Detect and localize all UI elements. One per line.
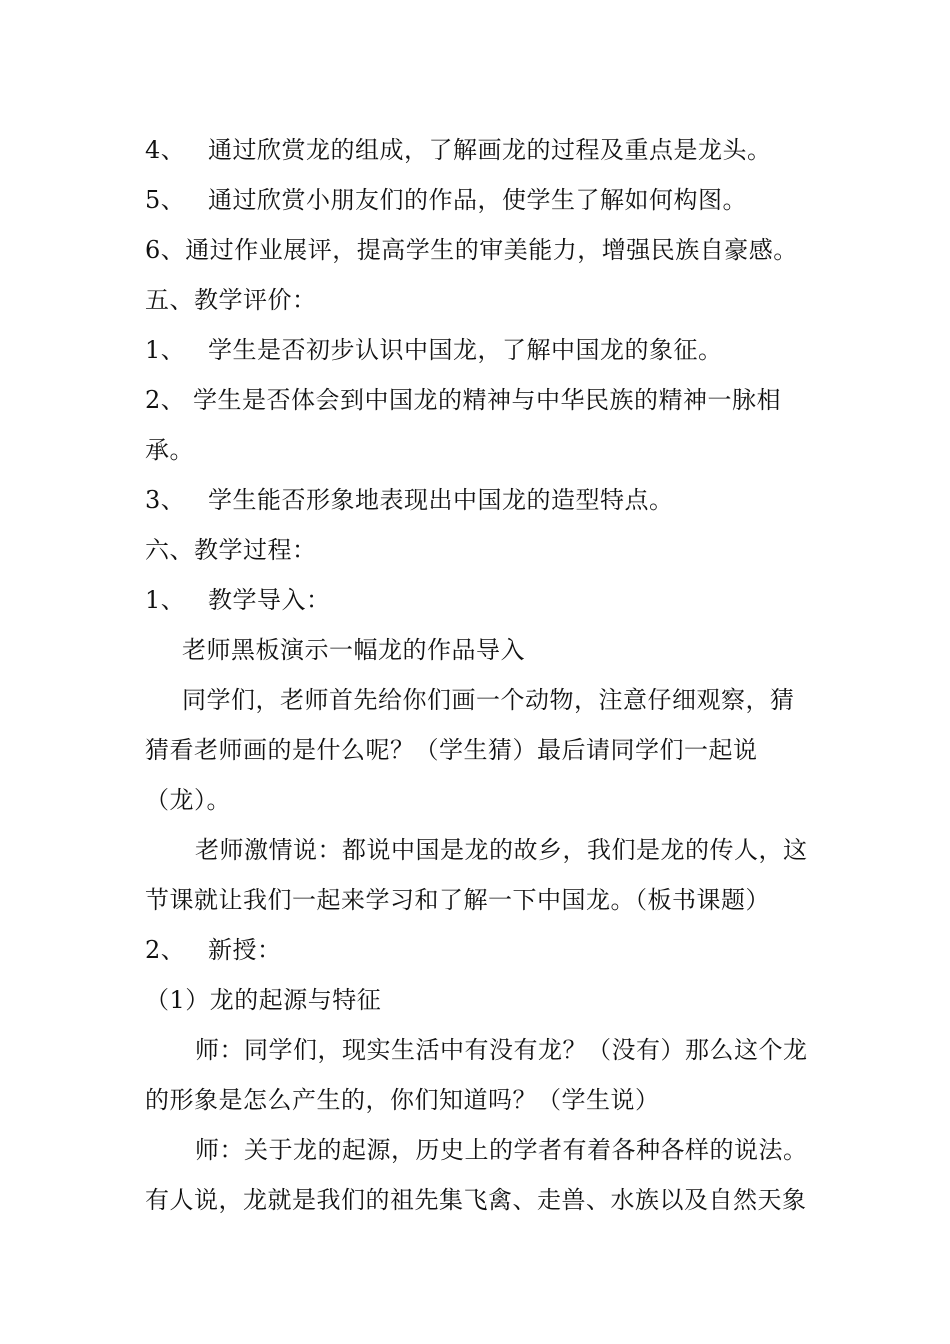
list-number: 2、 [145,386,186,414]
list-number: 3、 [145,486,186,514]
paragraph-line [182,682,795,718]
paragraph-text: 学生是否体会到中国龙的精神与中华民族的精神一脉相 [193,386,781,414]
paragraph-text: 猜看老师画的是什么呢？（学生猜）最后请同学们一起说 [145,736,758,764]
paragraph-text: 学生是否初步认识中国龙，了解中国龙的象征。 [208,336,723,364]
heading-text: 六、教学过程： [145,536,317,564]
paragraph-text: 6、通过作业展评，提高学生的审美能力，增强民族自豪感。 [145,236,798,264]
paragraph-text: 承。 [145,436,194,464]
paragraph-line [145,732,758,768]
paragraph-text: 节课就让我们一起来学习和了解一下中国龙。（板书课题） [145,886,770,914]
list-number: 2、 [145,936,186,964]
paragraph-text: 通过欣赏龙的组成，了解画龙的过程及重点是龙头。 [208,136,772,164]
paragraph-line [195,1032,808,1068]
list-number: 1、 [145,336,186,364]
paragraph-line [145,782,231,818]
section-heading [145,532,317,568]
paragraph-text: 老师激情说：都说中国是龙的故乡，我们是龙的传人，这 [195,836,808,864]
list-item [145,932,282,968]
paragraph-text: 的形象是怎么产生的，你们知道吗？（学生说） [145,1086,660,1114]
list-number: 5、 [145,186,186,214]
paragraph-line [145,1082,660,1118]
paragraph-line [182,632,525,668]
paragraph-line [195,1132,808,1168]
subsection-heading [145,982,381,1018]
list-item [145,232,798,268]
section-heading [145,282,317,318]
paragraph-text: 有人说，龙就是我们的祖先集飞禽、走兽、水族以及自然天象 [145,1186,807,1214]
paragraph-text: 学生能否形象地表现出中国龙的造型特点。 [208,486,674,514]
paragraph-line [195,832,808,868]
list-item [145,582,331,618]
list-item [145,182,747,218]
paragraph-line [145,1182,807,1218]
paragraph-text: 新授： [208,936,282,964]
paragraph-text: 通过欣赏小朋友们的作品，使学生了解如何构图。 [208,186,747,214]
list-item [145,482,674,518]
list-item [145,132,772,168]
list-number: 4、 [145,136,186,164]
paragraph-line [145,882,770,918]
list-number: 1、 [145,586,186,614]
paragraph-text: 教学导入： [208,586,331,614]
paragraph-text: 师：同学们，现实生活中有没有龙？（没有）那么这个龙 [195,1036,808,1064]
paragraph-text: （龙）。 [145,786,231,814]
heading-text: 五、教学评价： [145,286,317,314]
paragraph-text: 同学们，老师首先给你们画一个动物，注意仔细观察，猜 [182,686,795,714]
paragraph-text: 师：关于龙的起源，历史上的学者有着各种各样的说法。 [195,1136,808,1164]
heading-text: （1）龙的起源与特征 [145,986,382,1014]
paragraph-text: 老师黑板演示一幅龙的作品导入 [182,636,525,664]
list-item [145,382,781,418]
paragraph-line [145,432,194,468]
list-item [145,332,723,368]
